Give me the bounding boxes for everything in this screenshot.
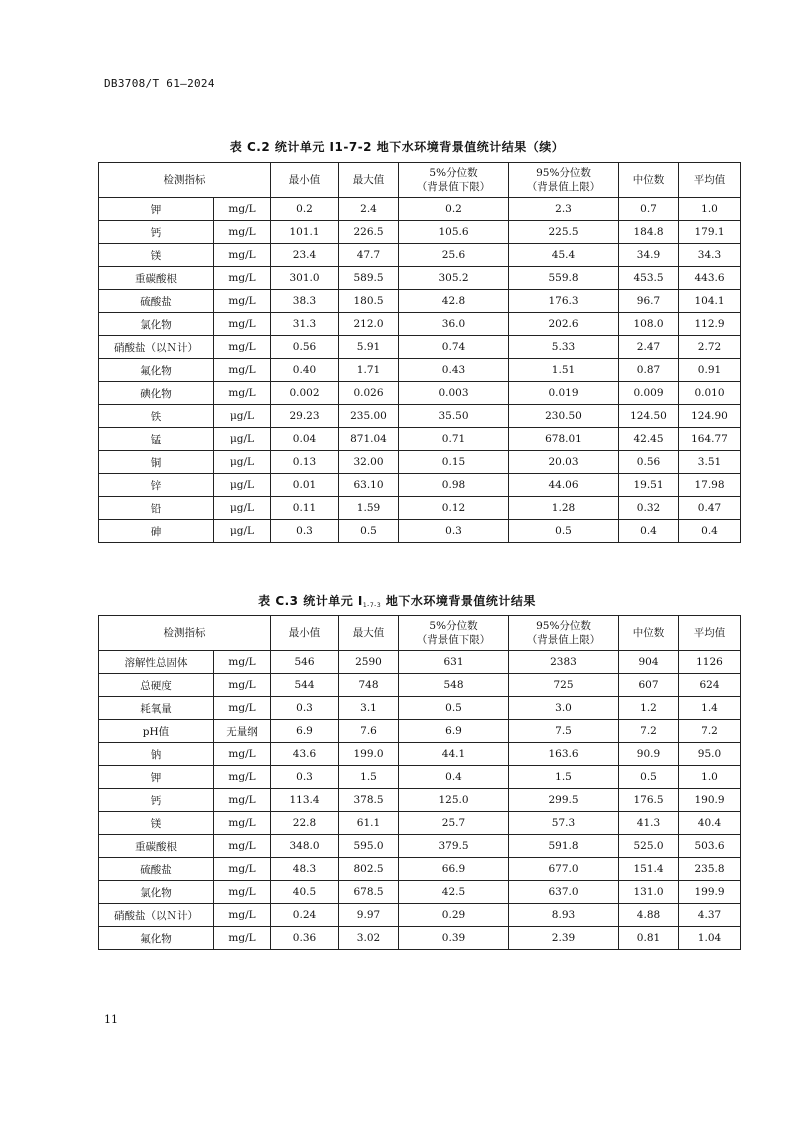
cell-p5: 42.8 — [399, 290, 509, 313]
cell-unit: mg/L — [214, 221, 271, 244]
header-p5-line1: 5%分位数 — [429, 167, 478, 179]
cell-mean: 40.4 — [679, 812, 741, 835]
table-row — [99, 405, 741, 428]
cell-p95: 637.0 — [509, 881, 619, 904]
cell-median: 2.47 — [619, 336, 679, 359]
cell-unit: mg/L — [214, 313, 271, 336]
cell-mean: 235.8 — [679, 858, 741, 881]
cell-mean: 4.37 — [679, 904, 741, 927]
cell-median: 19.51 — [619, 474, 679, 497]
cell-p5: 66.9 — [399, 858, 509, 881]
table-row — [99, 881, 741, 904]
table-row — [99, 451, 741, 474]
cell-name: 碘化物 — [99, 382, 214, 405]
cell-mean: 503.6 — [679, 835, 741, 858]
header-p5-line2: （背景值下限） — [416, 634, 491, 646]
cell-min: 48.3 — [271, 858, 339, 881]
table-row — [99, 904, 741, 927]
cell-median: 904 — [619, 651, 679, 674]
cell-mean: 1126 — [679, 651, 741, 674]
cell-min: 101.1 — [271, 221, 339, 244]
cell-min: 0.40 — [271, 359, 339, 382]
table-row — [99, 651, 741, 674]
cell-p95: 559.8 — [509, 267, 619, 290]
cell-unit: mg/L — [214, 812, 271, 835]
cell-max: 1.71 — [339, 359, 399, 382]
cell-mean: 1.0 — [679, 198, 741, 221]
table-row — [99, 290, 741, 313]
cell-unit: mg/L — [214, 198, 271, 221]
cell-max: 9.97 — [339, 904, 399, 927]
cell-p5: 0.3 — [399, 520, 509, 543]
cell-p5: 25.7 — [399, 812, 509, 835]
cell-max: 180.5 — [339, 290, 399, 313]
cell-mean: 104.1 — [679, 290, 741, 313]
table-c3-caption-prefix: 表 C.3 统计单元 Ⅰ — [258, 594, 363, 608]
cell-p5: 0.74 — [399, 336, 509, 359]
cell-unit: μg/L — [214, 428, 271, 451]
cell-unit: mg/L — [214, 904, 271, 927]
cell-min: 40.5 — [271, 881, 339, 904]
cell-min: 0.3 — [271, 697, 339, 720]
cell-max: 1.5 — [339, 766, 399, 789]
cell-median: 0.32 — [619, 497, 679, 520]
cell-min: 0.13 — [271, 451, 339, 474]
cell-p95: 44.06 — [509, 474, 619, 497]
cell-max: 235.00 — [339, 405, 399, 428]
cell-p95: 20.03 — [509, 451, 619, 474]
cell-unit: mg/L — [214, 835, 271, 858]
header-p95 — [509, 163, 619, 198]
table-row — [99, 520, 741, 543]
cell-name: 硝酸盐（以Ｎ计） — [99, 336, 214, 359]
cell-min: 31.3 — [271, 313, 339, 336]
cell-p5: 35.50 — [399, 405, 509, 428]
cell-name: 氟化物 — [99, 927, 214, 950]
header-mean: 平均值 — [679, 616, 741, 651]
header-min: 最小值 — [271, 616, 339, 651]
header-indicator: 检测指标 — [99, 163, 271, 198]
cell-unit: μg/L — [214, 451, 271, 474]
cell-median: 90.9 — [619, 743, 679, 766]
cell-p95: 2.3 — [509, 198, 619, 221]
cell-name: pH值 — [99, 720, 214, 743]
cell-unit: mg/L — [214, 697, 271, 720]
table-row — [99, 743, 741, 766]
header-median: 中位数 — [619, 163, 679, 198]
cell-p95: 163.6 — [509, 743, 619, 766]
cell-name: 重碳酸根 — [99, 267, 214, 290]
cell-p95: 2.39 — [509, 927, 619, 950]
cell-mean: 1.0 — [679, 766, 741, 789]
cell-min: 0.002 — [271, 382, 339, 405]
cell-name: 钠 — [99, 743, 214, 766]
cell-name: 锌 — [99, 474, 214, 497]
cell-max: 212.0 — [339, 313, 399, 336]
cell-min: 29.23 — [271, 405, 339, 428]
cell-unit: mg/L — [214, 651, 271, 674]
cell-mean: 124.90 — [679, 405, 741, 428]
cell-name: 硝酸盐（以Ｎ计） — [99, 904, 214, 927]
cell-p95: 5.33 — [509, 336, 619, 359]
cell-max: 0.026 — [339, 382, 399, 405]
cell-min: 0.56 — [271, 336, 339, 359]
cell-p5: 379.5 — [399, 835, 509, 858]
cell-unit: mg/L — [214, 336, 271, 359]
table-row — [99, 221, 741, 244]
cell-p5: 0.15 — [399, 451, 509, 474]
document-code: DB3708/T 61—2024 — [104, 77, 215, 90]
cell-unit: mg/L — [214, 881, 271, 904]
cell-unit: mg/L — [214, 743, 271, 766]
cell-name: 钾 — [99, 198, 214, 221]
cell-median: 4.88 — [619, 904, 679, 927]
cell-mean: 199.9 — [679, 881, 741, 904]
cell-min: 0.3 — [271, 520, 339, 543]
cell-p95: 202.6 — [509, 313, 619, 336]
header-p5-line2: （背景值下限） — [416, 181, 491, 193]
header-p95-line1: 95%分位数 — [536, 620, 591, 632]
cell-mean: 164.77 — [679, 428, 741, 451]
header-median: 中位数 — [619, 616, 679, 651]
cell-mean: 0.91 — [679, 359, 741, 382]
table-row — [99, 766, 741, 789]
cell-mean: 1.4 — [679, 697, 741, 720]
cell-p95: 176.3 — [509, 290, 619, 313]
cell-mean: 1.04 — [679, 927, 741, 950]
cell-median: 0.009 — [619, 382, 679, 405]
table-row — [99, 359, 741, 382]
cell-min: 23.4 — [271, 244, 339, 267]
cell-median: 96.7 — [619, 290, 679, 313]
cell-unit: mg/L — [214, 359, 271, 382]
cell-p5: 0.39 — [399, 927, 509, 950]
cell-name: 氯化物 — [99, 881, 214, 904]
cell-max: 61.1 — [339, 812, 399, 835]
cell-max: 7.6 — [339, 720, 399, 743]
cell-mean: 443.6 — [679, 267, 741, 290]
table-header-row — [99, 163, 741, 198]
cell-median: 131.0 — [619, 881, 679, 904]
cell-unit: mg/L — [214, 244, 271, 267]
table-c3-caption — [0, 592, 794, 609]
table-row — [99, 720, 741, 743]
table-row — [99, 789, 741, 812]
cell-max: 871.04 — [339, 428, 399, 451]
cell-name: 钙 — [99, 789, 214, 812]
header-p5 — [399, 163, 509, 198]
cell-min: 0.3 — [271, 766, 339, 789]
header-p95-line2: （背景值上限） — [526, 181, 601, 193]
cell-name: 硫酸盐 — [99, 290, 214, 313]
cell-min: 0.11 — [271, 497, 339, 520]
cell-p5: 0.71 — [399, 428, 509, 451]
cell-name: 硫酸盐 — [99, 858, 214, 881]
cell-max: 1.59 — [339, 497, 399, 520]
header-max: 最大值 — [339, 616, 399, 651]
cell-mean: 34.3 — [679, 244, 741, 267]
cell-p95: 230.50 — [509, 405, 619, 428]
cell-p95: 7.5 — [509, 720, 619, 743]
table-c2 — [98, 162, 741, 543]
cell-median: 0.87 — [619, 359, 679, 382]
table-row — [99, 474, 741, 497]
header-indicator: 检测指标 — [99, 616, 271, 651]
cell-p95: 1.51 — [509, 359, 619, 382]
cell-unit: μg/L — [214, 474, 271, 497]
table-row — [99, 858, 741, 881]
cell-min: 113.4 — [271, 789, 339, 812]
cell-p95: 0.5 — [509, 520, 619, 543]
cell-min: 43.6 — [271, 743, 339, 766]
page-number: 11 — [104, 1013, 118, 1026]
cell-unit: mg/L — [214, 858, 271, 881]
cell-name: 氟化物 — [99, 359, 214, 382]
cell-p95: 1.28 — [509, 497, 619, 520]
cell-p5: 44.1 — [399, 743, 509, 766]
cell-max: 595.0 — [339, 835, 399, 858]
cell-max: 199.0 — [339, 743, 399, 766]
cell-p5: 6.9 — [399, 720, 509, 743]
cell-median: 184.8 — [619, 221, 679, 244]
cell-name: 镁 — [99, 812, 214, 835]
header-min: 最小值 — [271, 163, 339, 198]
cell-p95: 725 — [509, 674, 619, 697]
table-c3-caption-suffix: 地下水环境背景值统计结果 — [381, 594, 536, 608]
cell-mean: 2.72 — [679, 336, 741, 359]
table-header-row — [99, 616, 741, 651]
cell-max: 748 — [339, 674, 399, 697]
table-row — [99, 674, 741, 697]
cell-min: 544 — [271, 674, 339, 697]
cell-name: 铜 — [99, 451, 214, 474]
table-c3-body — [99, 651, 741, 950]
cell-p95: 677.0 — [509, 858, 619, 881]
cell-mean: 0.4 — [679, 520, 741, 543]
cell-p95: 678.01 — [509, 428, 619, 451]
cell-median: 1.2 — [619, 697, 679, 720]
cell-name: 砷 — [99, 520, 214, 543]
cell-max: 2.4 — [339, 198, 399, 221]
cell-p95: 57.3 — [509, 812, 619, 835]
cell-unit: 无量纲 — [214, 720, 271, 743]
cell-median: 525.0 — [619, 835, 679, 858]
cell-mean: 112.9 — [679, 313, 741, 336]
cell-p95: 8.93 — [509, 904, 619, 927]
cell-name: 重碳酸根 — [99, 835, 214, 858]
cell-unit: mg/L — [214, 674, 271, 697]
table-row — [99, 244, 741, 267]
header-max: 最大值 — [339, 163, 399, 198]
cell-unit: mg/L — [214, 789, 271, 812]
cell-median: 176.5 — [619, 789, 679, 812]
cell-p5: 125.0 — [399, 789, 509, 812]
cell-mean: 190.9 — [679, 789, 741, 812]
cell-p5: 0.4 — [399, 766, 509, 789]
cell-p5: 36.0 — [399, 313, 509, 336]
cell-min: 0.04 — [271, 428, 339, 451]
table-c2-caption: 表 C.2 统计单元 Ⅰ1-7-2 地下水环境背景值统计结果（续） — [229, 140, 565, 154]
cell-mean: 0.47 — [679, 497, 741, 520]
cell-p5: 305.2 — [399, 267, 509, 290]
table-row — [99, 697, 741, 720]
cell-median: 0.5 — [619, 766, 679, 789]
cell-name: 钙 — [99, 221, 214, 244]
cell-max: 589.5 — [339, 267, 399, 290]
cell-max: 63.10 — [339, 474, 399, 497]
cell-p95: 3.0 — [509, 697, 619, 720]
table-row — [99, 927, 741, 950]
cell-min: 0.24 — [271, 904, 339, 927]
cell-min: 348.0 — [271, 835, 339, 858]
cell-unit: mg/L — [214, 927, 271, 950]
table-row — [99, 336, 741, 359]
table-row — [99, 313, 741, 336]
table-row — [99, 198, 741, 221]
cell-max: 226.5 — [339, 221, 399, 244]
cell-name: 氯化物 — [99, 313, 214, 336]
cell-p5: 105.6 — [399, 221, 509, 244]
header-p95-line2: （背景值上限） — [526, 634, 601, 646]
cell-p5: 42.5 — [399, 881, 509, 904]
cell-max: 3.02 — [339, 927, 399, 950]
table-row — [99, 497, 741, 520]
cell-mean: 179.1 — [679, 221, 741, 244]
cell-p5: 0.98 — [399, 474, 509, 497]
cell-median: 124.50 — [619, 405, 679, 428]
cell-min: 301.0 — [271, 267, 339, 290]
cell-name: 镁 — [99, 244, 214, 267]
cell-p5: 0.5 — [399, 697, 509, 720]
cell-p95: 299.5 — [509, 789, 619, 812]
cell-mean: 3.51 — [679, 451, 741, 474]
cell-mean: 0.010 — [679, 382, 741, 405]
cell-median: 34.9 — [619, 244, 679, 267]
cell-median: 0.56 — [619, 451, 679, 474]
cell-max: 47.7 — [339, 244, 399, 267]
cell-p5: 25.6 — [399, 244, 509, 267]
cell-name: 溶解性总固体 — [99, 651, 214, 674]
cell-median: 453.5 — [619, 267, 679, 290]
cell-mean: 17.98 — [679, 474, 741, 497]
cell-median: 108.0 — [619, 313, 679, 336]
cell-median: 0.7 — [619, 198, 679, 221]
header-p95-line1: 95%分位数 — [536, 167, 591, 179]
cell-max: 2590 — [339, 651, 399, 674]
table-row — [99, 835, 741, 858]
cell-max: 678.5 — [339, 881, 399, 904]
cell-name: 锰 — [99, 428, 214, 451]
header-p5-line1: 5%分位数 — [429, 620, 478, 632]
cell-max: 802.5 — [339, 858, 399, 881]
cell-median: 607 — [619, 674, 679, 697]
header-p5 — [399, 616, 509, 651]
table-c3-caption-subscript: 1-7-3 — [362, 602, 382, 609]
table-row — [99, 267, 741, 290]
cell-unit: μg/L — [214, 497, 271, 520]
cell-unit: μg/L — [214, 520, 271, 543]
cell-p5: 0.2 — [399, 198, 509, 221]
cell-unit: μg/L — [214, 405, 271, 428]
cell-p95: 1.5 — [509, 766, 619, 789]
cell-p95: 45.4 — [509, 244, 619, 267]
cell-unit: mg/L — [214, 766, 271, 789]
cell-mean: 7.2 — [679, 720, 741, 743]
cell-p5: 0.12 — [399, 497, 509, 520]
table-c3 — [98, 615, 741, 950]
cell-max: 3.1 — [339, 697, 399, 720]
cell-p95: 591.8 — [509, 835, 619, 858]
cell-median: 151.4 — [619, 858, 679, 881]
cell-name: 钾 — [99, 766, 214, 789]
table-c2-body — [99, 198, 741, 543]
table-row — [99, 382, 741, 405]
cell-mean: 95.0 — [679, 743, 741, 766]
cell-median: 0.81 — [619, 927, 679, 950]
cell-name: 耗氧量 — [99, 697, 214, 720]
table-row — [99, 428, 741, 451]
cell-max: 5.91 — [339, 336, 399, 359]
cell-p5: 0.003 — [399, 382, 509, 405]
cell-min: 22.8 — [271, 812, 339, 835]
cell-median: 0.4 — [619, 520, 679, 543]
cell-min: 546 — [271, 651, 339, 674]
cell-name: 铁 — [99, 405, 214, 428]
cell-min: 0.36 — [271, 927, 339, 950]
cell-max: 0.5 — [339, 520, 399, 543]
cell-p5: 0.29 — [399, 904, 509, 927]
cell-p95: 225.5 — [509, 221, 619, 244]
cell-median: 41.3 — [619, 812, 679, 835]
cell-min: 0.01 — [271, 474, 339, 497]
cell-p5: 631 — [399, 651, 509, 674]
cell-median: 7.2 — [619, 720, 679, 743]
cell-p95: 2383 — [509, 651, 619, 674]
cell-p95: 0.019 — [509, 382, 619, 405]
cell-unit: mg/L — [214, 382, 271, 405]
cell-mean: 624 — [679, 674, 741, 697]
cell-name: 铅 — [99, 497, 214, 520]
cell-min: 0.2 — [271, 198, 339, 221]
cell-max: 378.5 — [339, 789, 399, 812]
cell-p5: 0.43 — [399, 359, 509, 382]
cell-name: 总硬度 — [99, 674, 214, 697]
cell-min: 6.9 — [271, 720, 339, 743]
header-mean: 平均值 — [679, 163, 741, 198]
cell-median: 42.45 — [619, 428, 679, 451]
cell-unit: mg/L — [214, 267, 271, 290]
cell-max: 32.00 — [339, 451, 399, 474]
cell-min: 38.3 — [271, 290, 339, 313]
table-row — [99, 812, 741, 835]
header-p95 — [509, 616, 619, 651]
cell-unit: mg/L — [214, 290, 271, 313]
cell-p5: 548 — [399, 674, 509, 697]
